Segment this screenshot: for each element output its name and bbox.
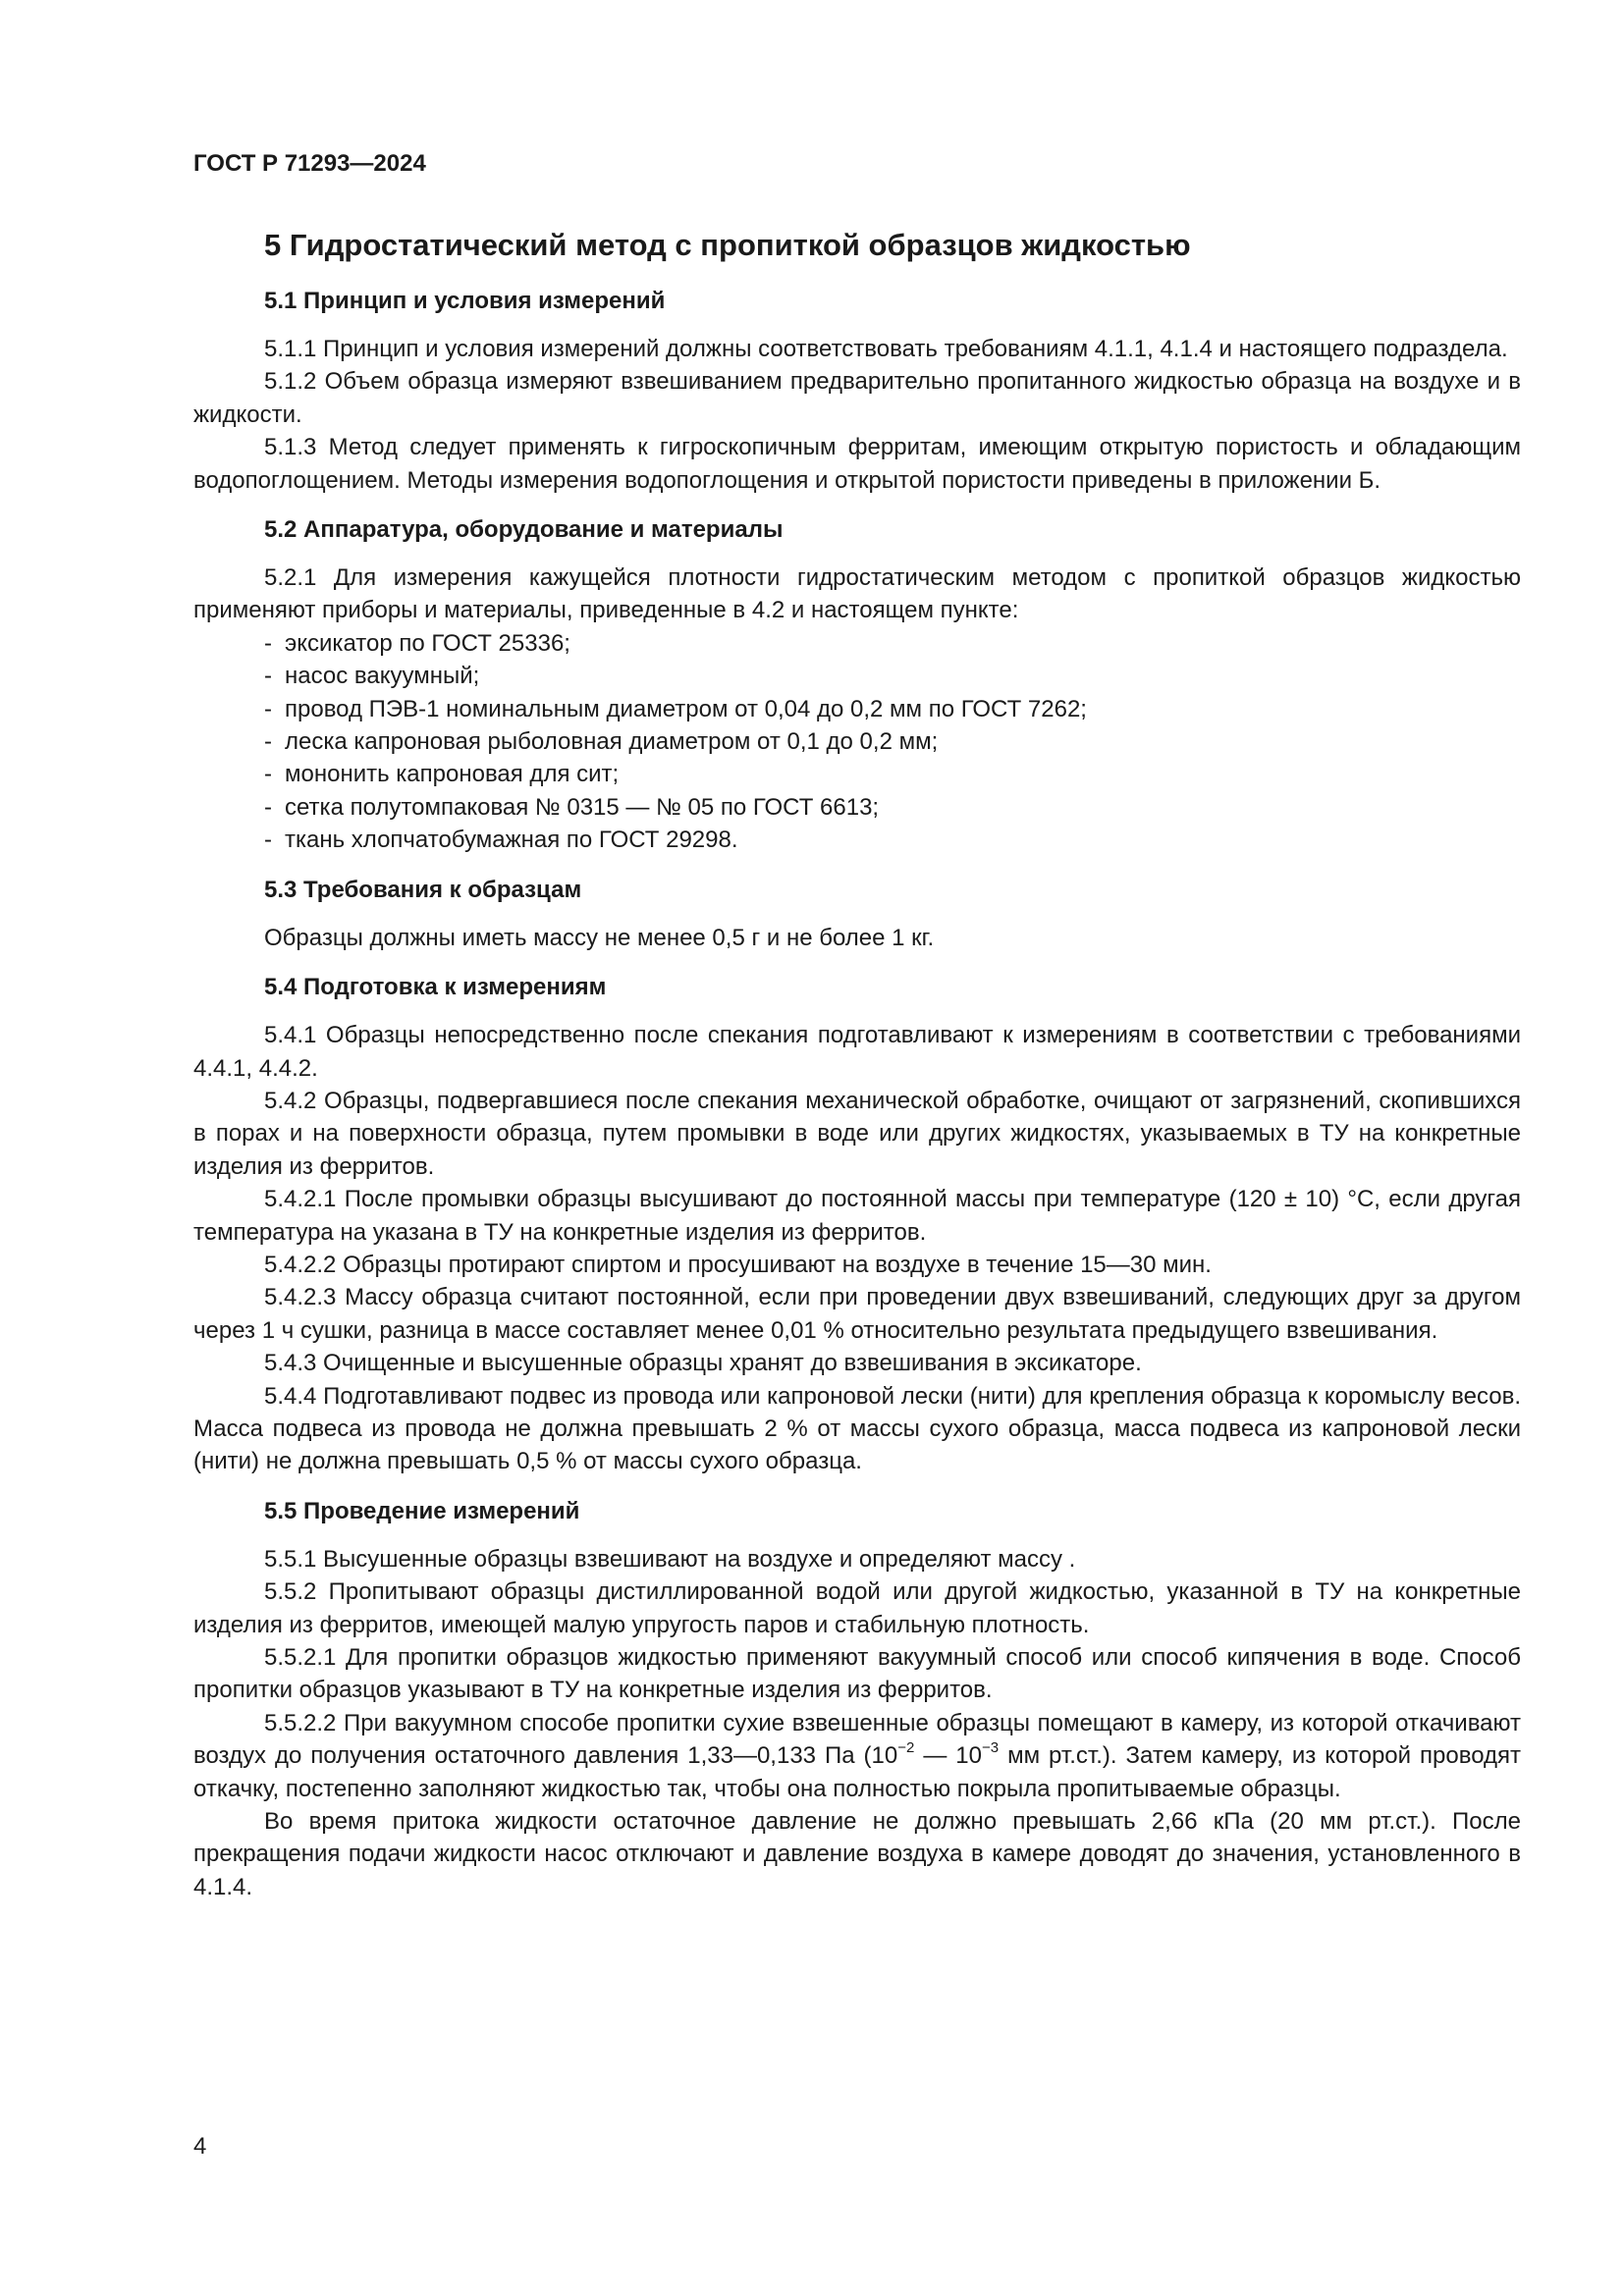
list-item: - провод ПЭВ-1 номинальным диаметром от 0,04 до 0,2 мм по ГОСТ 7262;	[193, 693, 1521, 725]
paragraph-5-1-1: 5.1.1 Принцип и условия измерений должны соответствовать требованиям 4.1.1, 4.1.4 и настоящего подраздела.	[264, 336, 1508, 362]
subsection-title-5-1: 5.1 Принцип и условия измерений	[264, 288, 666, 314]
paragraph-5-1-2: 5.1.2 Объем образца измеряют взвешиванием предварительно пропитанного жидкостью образца на воздухе и в жидкости.	[193, 368, 1521, 428]
paragraph-5-4-3: 5.4.3 Очищенные и высушенные образцы хранят до взвешивания в эксикаторе.	[264, 1350, 1142, 1377]
section-title: 5 Гидростатический метод с пропиткой образцов жидкостью	[264, 228, 1191, 262]
document-code: ГОСТ Р 71293—2024	[193, 150, 426, 177]
paragraph-5-5-1: 5.5.1 Высушенные образцы взвешивают на воздухе и определяют массу .	[264, 1545, 1076, 1573]
paragraph-5-3: Образцы должны иметь массу не менее 0,5 г и не более 1 кг.	[264, 924, 935, 951]
list-dash: -	[264, 695, 272, 722]
paragraph-5-4-2-3: 5.4.2.3 Массу образца считают постоянной, если при проведении двух взвешиваний, следующих друг за другом через 1 ч сушки, разница в массе составляет менее 0,01 % относительно результата предыдущего взвешивания.	[193, 1284, 1521, 1344]
page-number: 4	[193, 2133, 207, 2160]
subsection-title-5-5: 5.5 Проведение измерений	[264, 1497, 580, 1524]
paragraph-5-5-2-2: 5.5.2.2 При вакуумном способе пропитки сухие взвешенные образцы помещают в камеру, из которой откачивают воздух до получения остаточного давления 1,33—0,133 Па ($10^{-2}$ — $10^{-3}$ мм рт.ст.). Затем камеру, из которой проводят откачку, постепенно заполняют жидкостью так, чтобы она полностью покрыла пропитываемые образцы.	[193, 1709, 1522, 1802]
list-dash: -	[264, 663, 272, 690]
paragraph-5-4-1: 5.4.1 Образцы непосредственно после спекания подготавливают к измерениям в соответствии с требованиями 4.4.1, 4.4.2.	[193, 1022, 1521, 1082]
list-item: - мононить капроновая для сит;	[193, 758, 1521, 790]
subsection-title-5-4: 5.4 Подготовка к измерениям	[264, 974, 607, 1001]
list-item: - насос вакуумный;	[193, 660, 1521, 692]
list-dash: -	[264, 761, 272, 788]
paragraph-5-4-2: 5.4.2 Образцы, подвергавшиеся после спекания механической обработке, очищают от загрязнений, скопившихся в порах и на поверхности образца, путем промывки в воде или других жидкостях, указываемых в ТУ на конкретные изделия из ферритов.	[193, 1087, 1521, 1180]
paragraph-5-5-2-2-cont: Во время притока жидкости остаточное давление не должно превышать 2,66 кПа (20 мм рт.ст.). После прекращения подачи жидкости насос отключают и давление воздуха в камере доводят до значения, установленного в 4.1.4.	[193, 1808, 1521, 1900]
paragraph-5-1-3: 5.1.3 Метод следует применять к гигроскопичным ферритам, имеющим открытую пористость и обладающим водопоглощением. Методы измерения водопоглощения и открытой пористости приведены в приложении Б.	[193, 434, 1521, 494]
equipment-list	[193, 627, 1521, 857]
list-item: - леска капроновая рыболовная диаметром от 0,1 до 0,2 мм;	[193, 725, 1521, 758]
list-dash: -	[264, 793, 272, 821]
paragraph-5-5-2: 5.5.2 Пропитывают образцы дистиллированной водой или другой жидкостью, указанной в ТУ на конкретные изделия из ферритов, имеющей малую упругость паров и стабильную плотность.	[193, 1578, 1521, 1638]
page-content	[193, 226, 1521, 1903]
list-item: - эксикатор по ГОСТ 25336;	[193, 627, 1521, 660]
list-dash: -	[264, 827, 272, 854]
subsection-title-5-3: 5.3 Требования к образцам	[264, 876, 582, 903]
subsection-title-5-2: 5.2 Аппаратура, оборудование и материалы	[264, 516, 784, 544]
paragraph-5-5-2-1: 5.5.2.1 Для пропитки образцов жидкостью применяют вакуумный способ или способ кипячения в воде. Способ пропитки образцов указывают в ТУ на конкретные изделия из ферритов.	[193, 1644, 1521, 1704]
paragraph-5-4-2-2: 5.4.2.2 Образцы протирают спиртом и просушивают на воздухе в течение 15—30 мин.	[264, 1251, 1212, 1278]
paragraph-5-4-2-1: 5.4.2.1 После промывки образцы высушивают до постоянной массы при температуре (120 ± 10) °С, если другая температура на указана в ТУ на конкретные изделия из ферритов.	[193, 1186, 1521, 1246]
list-item: - ткань хлопчатобумажная по ГОСТ 29298.	[193, 824, 1521, 856]
paragraph-5-2-1: 5.2.1 Для измерения кажущейся плотности гидростатическим методом с пропиткой образцов жидкостью применяют приборы и материалы, приведенные в 4.2 и настоящем пункте:	[193, 564, 1521, 624]
paragraph-5-4-4: 5.4.4 Подготавливают подвес из провода или капроновой лески (нити) для крепления образца к коромыслу весов. Масса подвеса из провода не должна превышать 2 % от массы сухого образца, масса подвеса из капроновой лески (нити) не должна превышать 0,5 % от массы сухого образца.	[193, 1382, 1521, 1475]
list-dash: -	[264, 728, 272, 756]
list-item: - сетка полутомпаковая № 0315 — № 05 по ГОСТ 6613;	[193, 791, 1521, 824]
list-dash: -	[264, 629, 272, 657]
